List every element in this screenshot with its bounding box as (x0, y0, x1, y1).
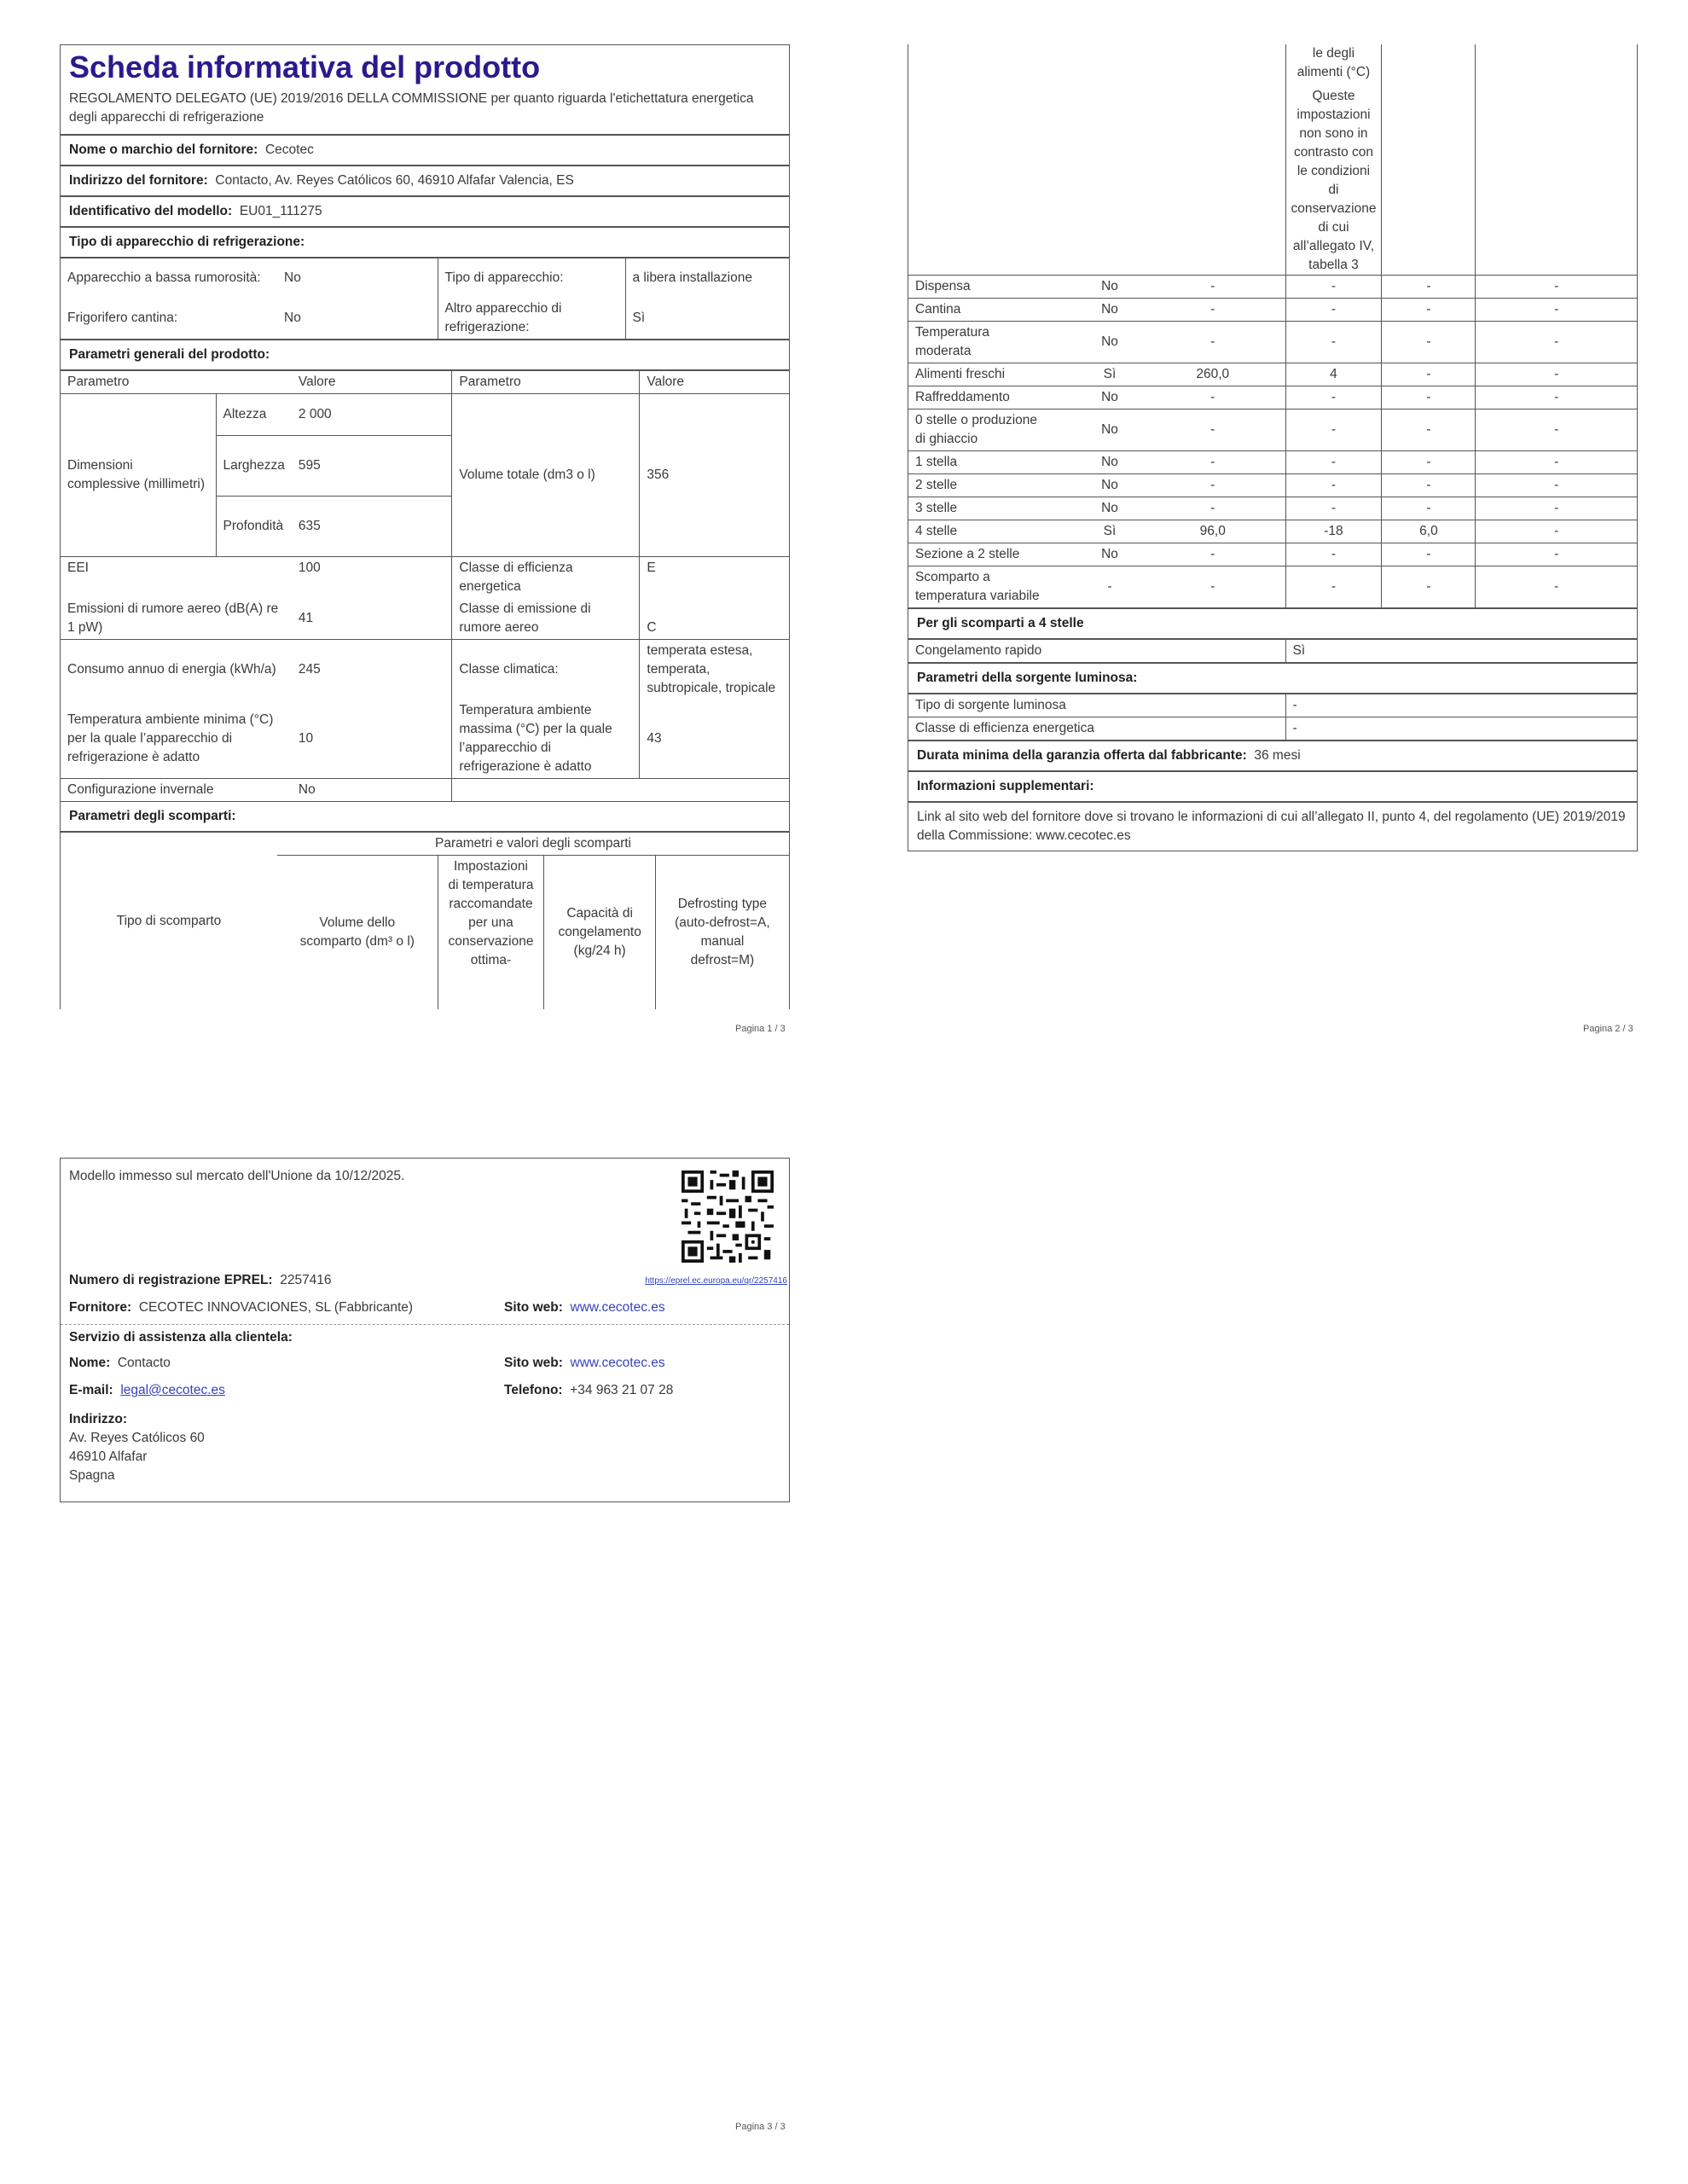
page-number-3: Pagina 3 / 3 (735, 2122, 786, 2132)
general-header: Parametri generali del prodotto: (61, 339, 789, 369)
compartment-present: No (1079, 497, 1140, 520)
name-value: Contacto (117, 1356, 171, 1370)
compartment-row (908, 363, 1637, 386)
compartment-freeze: - (1382, 410, 1476, 451)
height-value: 2 000 (292, 394, 452, 436)
compartment-row (908, 543, 1637, 566)
compartment-volume: - (1140, 386, 1285, 410)
compartment-present: No (1079, 299, 1140, 322)
compartment-temp: -18 (1285, 520, 1382, 543)
compartment-volume: - (1140, 410, 1285, 451)
compartment-temp: - (1285, 276, 1382, 299)
compartment-temp: - (1285, 451, 1382, 474)
compartment-row (908, 386, 1637, 410)
comp-group-header: Parametri e valori degli scomparti (277, 832, 789, 856)
energy-value: 245 (292, 640, 452, 700)
climate-label: Classe climatica: (452, 640, 640, 700)
app-type-label: Tipo di apparecchio: (438, 258, 625, 298)
type-header: Tipo di apparecchio di refrigerazione: (61, 226, 789, 257)
address-label-3: Indirizzo: (69, 1412, 128, 1426)
compartment-present: No (1079, 451, 1140, 474)
supplier-value-3: CECOTEC INNOVACIONES, SL (Fabbricante) (138, 1300, 414, 1315)
h-type: Tipo di scomparto (116, 913, 222, 928)
col-value-1: Valore (298, 375, 336, 389)
compartment-volume: - (1140, 276, 1285, 299)
comp-header: Parametri degli scomparti: (61, 801, 789, 831)
compartment-temp: - (1285, 543, 1382, 566)
compartment-temp: - (1285, 474, 1382, 497)
web-label: Sito web: (504, 1300, 563, 1315)
h-temp-note: Queste impostazioni non sono in contrasto con le condizioni di conservazione di cui all’allegato IV, tabella 3 (1291, 89, 1377, 272)
compartment-temp: - (1285, 566, 1382, 608)
wine-label: Frigorifero cantina: (67, 311, 178, 325)
fast-freeze-table (908, 638, 1637, 662)
compartment-present: No (1079, 322, 1140, 363)
qr-code-icon (682, 1170, 774, 1263)
other-label: Altro apparecchio di refrigerazione: (438, 298, 625, 339)
col-param-2: Parametro (452, 370, 640, 394)
compartment-volume: - (1140, 451, 1285, 474)
compartment-row (908, 566, 1637, 608)
compartment-defrost: - (1476, 451, 1637, 474)
compartment-defrost: - (1476, 543, 1637, 566)
compartment-defrost: - (1476, 520, 1637, 543)
width-value: 595 (292, 436, 452, 497)
compartment-row (908, 520, 1637, 543)
compartment-temp: - (1285, 322, 1382, 363)
compartment-defrost: - (1476, 566, 1637, 608)
fast-freeze-value: Sì (1285, 639, 1637, 662)
volume-value: 356 (640, 394, 789, 557)
h-volume: Volume dello scomparto (dm³ o l) (299, 915, 415, 949)
compartment-name: Dispensa (908, 276, 1079, 299)
model-row (61, 195, 789, 226)
compartment-present: Sì (1079, 520, 1140, 543)
compartment-defrost: - (1476, 299, 1637, 322)
compartment-freeze: - (1382, 363, 1476, 386)
h-defrost: Defrosting type (auto-defrost=A, manual defrost=M) (655, 856, 789, 1010)
compartment-name: Raffreddamento (908, 386, 1079, 410)
compartment-defrost: - (1476, 363, 1637, 386)
depth-value: 635 (292, 497, 452, 557)
supplier-row (61, 134, 789, 165)
eprel-link[interactable]: https://eprel.ec.europa.eu/qr/2257416 (645, 1276, 787, 1286)
light-header: Parametri della sorgente luminosa: (908, 662, 1637, 693)
compartment-row (908, 299, 1637, 322)
app-type-value: a libera installazione (625, 258, 789, 298)
web2-label: Sito web: (504, 1356, 563, 1370)
compartment-name: Scomparto a temperatura variabile (908, 566, 1079, 608)
compartment-head-table (61, 831, 789, 1009)
compartment-freeze: - (1382, 543, 1476, 566)
volume-label: Volume totale (dm3 o l) (452, 394, 640, 557)
compartment-defrost: - (1476, 276, 1637, 299)
compartment-defrost: - (1476, 322, 1637, 363)
compartment-name: Cantina (908, 299, 1079, 322)
compartment-volume: - (1140, 566, 1285, 608)
winter-label: Configurazione invernale (61, 779, 292, 802)
service-contact-row (61, 1380, 789, 1409)
compartment-freeze: - (1382, 474, 1476, 497)
tmin-value: 10 (298, 731, 314, 746)
general-table (61, 369, 789, 801)
compartment-defrost: - (1476, 386, 1637, 410)
eclass-value: E (640, 557, 789, 599)
compartment-freeze: - (1382, 276, 1476, 299)
compartment-freeze: 6,0 (1382, 520, 1476, 543)
model-label: Identificativo del modello: (69, 204, 233, 218)
compartment-volume: - (1140, 299, 1285, 322)
compartment-temp: - (1285, 299, 1382, 322)
web2-link[interactable]: www.cecotec.es (570, 1356, 665, 1370)
height-label: Altezza (216, 394, 292, 436)
info-header: Informazioni supplementari: (908, 770, 1637, 801)
address-line-2: 46910 Alfafar (69, 1449, 148, 1464)
light-class-label: Classe di efficienza energetica (908, 717, 1285, 741)
compartment-volume: 260,0 (1140, 363, 1285, 386)
light-class-value: - (1285, 717, 1637, 741)
compartment-present: No (1079, 543, 1140, 566)
compartment-freeze: - (1382, 386, 1476, 410)
supplier-label-3: Fornitore: (69, 1300, 132, 1315)
compartment-defrost: - (1476, 410, 1637, 451)
compartment-name: Alimenti freschi (908, 363, 1079, 386)
compartment-name: 0 stelle o produzione di ghiaccio (908, 410, 1079, 451)
regulation-subtitle: REGOLAMENTO DELEGATO (UE) 2019/2016 DELLA COMMISSIONE per quanto riguarda l'etichettatura energetica degli apparecchi di refrigerazione (69, 91, 754, 125)
warranty-label: Durata minima della garanzia offerta dal fabbricante: (917, 748, 1247, 763)
address-line-1: Av. Reyes Católicos 60 (69, 1431, 205, 1445)
type-table (61, 257, 789, 339)
compartment-freeze: - (1382, 322, 1476, 363)
compartment-name: Temperatura moderata (908, 322, 1079, 363)
compartment-present: Sì (1079, 363, 1140, 386)
address-row (61, 165, 789, 195)
supplier-value: Cecotec (264, 142, 314, 157)
compartment-name: Sezione a 2 stelle (908, 543, 1079, 566)
address-block (61, 1409, 789, 1487)
compartment-present: - (1079, 566, 1140, 608)
compartment-rows (908, 276, 1637, 608)
compartment-name: 4 stelle (908, 520, 1079, 543)
page-3 (60, 1158, 790, 1502)
compartment-name: 2 stelle (908, 474, 1079, 497)
eclass-label: Classe di efficienza energetica (452, 557, 640, 599)
light-table (908, 693, 1637, 740)
dims-label: Dimensioni complessive (millimetri) (61, 394, 216, 557)
noise-class-label: Classe di emissione di rumore aereo (452, 598, 640, 640)
h-freeze: Capacità di congelamento (kg/24 h) (544, 856, 655, 1010)
h-temp-cont (1285, 44, 1382, 276)
eprel-row (61, 1268, 789, 1297)
market-block (61, 1159, 789, 1268)
compartment-defrost: - (1476, 474, 1637, 497)
eprel-label: Numero di registrazione EPREL: (69, 1273, 273, 1287)
compartment-freeze: - (1382, 451, 1476, 474)
col-value-2: Valore (640, 370, 789, 394)
compartment-row (908, 497, 1637, 520)
winter-value: No (292, 779, 452, 802)
page-number-1: Pagina 1 / 3 (735, 1024, 786, 1034)
compartment-temp: - (1285, 497, 1382, 520)
compartment-volume: - (1140, 474, 1285, 497)
compartment-present: No (1079, 410, 1140, 451)
compartment-table (908, 44, 1637, 607)
noise-class-value: C (640, 598, 789, 640)
wine-value: No (284, 311, 301, 325)
light-type-label: Tipo di sorgente luminosa (915, 698, 1066, 712)
compartment-row (908, 410, 1637, 451)
compartment-name: 3 stelle (908, 497, 1079, 520)
light-type-value: - (1285, 694, 1637, 717)
page-title: Scheda informativa del prodotto (69, 49, 541, 84)
tmax-value: 43 (640, 700, 789, 779)
page-1 (60, 44, 790, 1009)
low-noise-value: No (284, 270, 301, 285)
model-value: EU01_111275 (239, 204, 322, 218)
fast-freeze-label: Congelamento rapido (915, 643, 1042, 658)
address-value: Contacto, Av. Reyes Católicos 60, 46910 Alfafar Valencia, ES (215, 173, 574, 188)
market-text: Modello immesso sul mercato dell'Unione da 10/12/2025. (69, 1169, 405, 1183)
compartment-defrost: - (1476, 497, 1637, 520)
noise-value: 41 (298, 611, 314, 625)
compartment-row (908, 474, 1637, 497)
tmax-label: Temperatura ambiente massima (°C) per la quale l’apparecchio di refrigerazione è adatto (452, 700, 640, 779)
h-temp: Impostazioni di temperatura raccomandate per una conservazione ottima- (438, 856, 544, 1010)
web-link[interactable]: www.cecotec.es (570, 1300, 665, 1315)
depth-label: Profondità (216, 497, 292, 557)
email-label: E-mail: (69, 1383, 113, 1397)
compartment-present: No (1079, 474, 1140, 497)
compartment-volume: - (1140, 543, 1285, 566)
energy-label: Consumo annuo di energia (kWh/a) (61, 640, 292, 700)
phone-label: Telefono: (504, 1383, 563, 1397)
compartment-row (908, 276, 1637, 299)
compartment-freeze: - (1382, 497, 1476, 520)
service-header: Servizio di assistenza alla clientela: (69, 1330, 293, 1345)
service-name-row (61, 1350, 789, 1380)
eei-label: EEI (61, 557, 292, 599)
compartment-temp: - (1285, 410, 1382, 451)
compartment-name: 1 stella (908, 451, 1079, 474)
compartment-row (908, 451, 1637, 474)
compartment-freeze: - (1382, 299, 1476, 322)
address-label: Indirizzo del fornitore: (69, 173, 208, 188)
compartment-temp: 4 (1285, 363, 1382, 386)
compartment-volume: 96,0 (1140, 520, 1285, 543)
four-star-header: Per gli scomparti a 4 stelle (908, 607, 1637, 638)
compartment-volume: - (1140, 322, 1285, 363)
compartment-volume: - (1140, 497, 1285, 520)
page-2 (908, 44, 1638, 851)
supplier-label: Nome o marchio del fornitore: (69, 142, 258, 157)
compartment-present: No (1079, 276, 1140, 299)
email-link[interactable]: legal@cecotec.es (120, 1383, 225, 1397)
compartment-temp: - (1285, 386, 1382, 410)
tmin-label: Temperatura ambiente minima (°C) per la quale l’apparecchio di refrigerazione è adatto (67, 712, 274, 764)
width-label: Larghezza (216, 436, 292, 497)
page-number-2: Pagina 2 / 3 (1583, 1024, 1633, 1034)
h-temp-cont-text: le degli alimenti (°C) (1296, 46, 1371, 79)
compartment-freeze: - (1382, 566, 1476, 608)
noise-label: Emissioni di rumore aereo (dB(A) re 1 pW) (67, 601, 279, 635)
name-label: Nome: (69, 1356, 111, 1370)
warranty-row (908, 740, 1637, 770)
eprel-value: 2257416 (280, 1273, 332, 1287)
compartment-present: No (1079, 386, 1140, 410)
phone-value: +34 963 21 07 28 (570, 1383, 674, 1397)
address-line-3: Spagna (69, 1468, 115, 1483)
other-value: Sì (625, 298, 789, 339)
supplier-row-3 (61, 1297, 789, 1324)
climate-value: temperata estesa, temperata, subtropicale, tropicale (640, 640, 789, 700)
compartment-row (908, 322, 1637, 363)
info-text: Link al sito web del fornitore dove si trovano le informazioni di cui all’allegato II, punto 4, del regolamento (UE) 2019/2019 della Commissione: www.cecotec.es (908, 801, 1637, 851)
col-param-1: Parametro (67, 375, 130, 389)
warranty-value: 36 mesi (1254, 748, 1301, 763)
low-noise-label: Apparecchio a bassa rumorosità: (67, 270, 261, 285)
eei-value: 100 (292, 557, 452, 599)
